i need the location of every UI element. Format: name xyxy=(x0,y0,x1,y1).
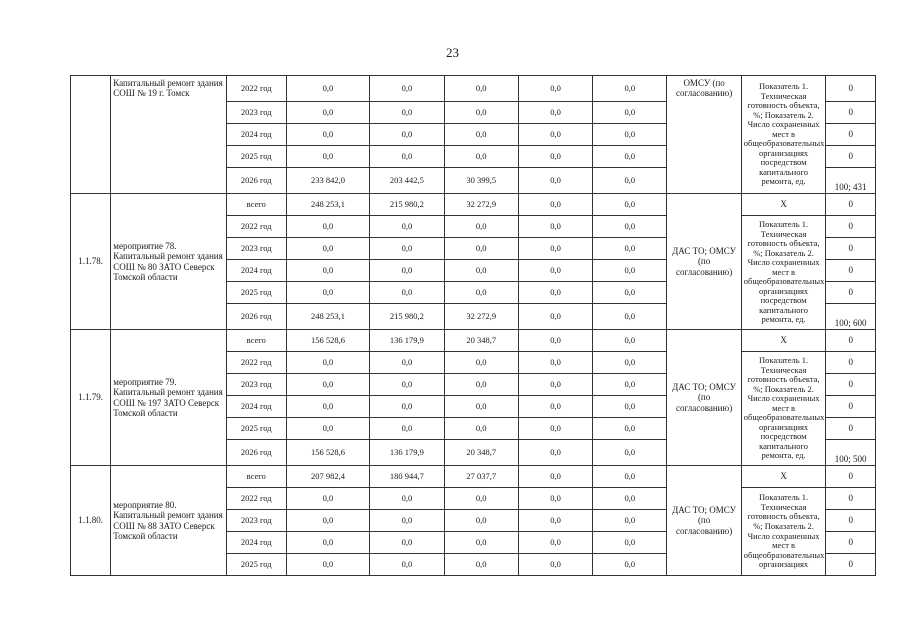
value-cell: 0,0 xyxy=(593,168,667,194)
value-cell: 0,0 xyxy=(444,146,518,168)
result-cell: 0 xyxy=(826,146,876,168)
block-1-1-80 xyxy=(71,466,876,576)
value-cell: 0,0 xyxy=(370,352,444,374)
block-1-1-79 xyxy=(71,330,876,466)
budget-table xyxy=(70,75,876,576)
value-cell: 0,0 xyxy=(286,510,370,532)
result-cell: 0 xyxy=(826,510,876,532)
value-cell: 0,0 xyxy=(444,76,518,102)
result-cell: 0 xyxy=(826,374,876,396)
block-id: 1.1.80. xyxy=(71,466,111,576)
value-cell: 0,0 xyxy=(370,396,444,418)
value-cell: 30 399,5 xyxy=(444,168,518,194)
result-cell: 0 xyxy=(826,418,876,440)
executor-cell: ДАС ТО; ОМСУ (по согласованию) xyxy=(667,466,741,576)
value-cell: 0,0 xyxy=(518,124,592,146)
year-cell: 2025 год xyxy=(226,282,286,304)
result-cell: 0 xyxy=(826,352,876,374)
value-cell: 0,0 xyxy=(593,76,667,102)
value-cell: 0,0 xyxy=(518,168,592,194)
value-cell: 0,0 xyxy=(444,554,518,576)
value-cell: 0,0 xyxy=(286,396,370,418)
value-cell: 0,0 xyxy=(444,418,518,440)
value-cell: 215 980,2 xyxy=(370,304,444,330)
result-cell: 0 xyxy=(826,466,876,488)
value-cell: 32 272,9 xyxy=(444,194,518,216)
result-cell: 0 xyxy=(826,124,876,146)
value-cell: 0,0 xyxy=(593,216,667,238)
value-cell: 0,0 xyxy=(370,554,444,576)
value-cell: 0,0 xyxy=(286,102,370,124)
value-cell: 20 348,7 xyxy=(444,330,518,352)
table-row xyxy=(71,76,876,102)
value-cell: 27 037,7 xyxy=(444,466,518,488)
value-cell: 0,0 xyxy=(444,396,518,418)
executor-cell: ОМСУ (по согласованию) xyxy=(667,76,741,194)
value-cell: 203 442,5 xyxy=(370,168,444,194)
value-cell: 0,0 xyxy=(444,374,518,396)
indicator-cell: Показатель 1. Техническая готовность объекта, %; Показатель 2. Число сохраненных мест в общеобразовательных организациях посредством капитального ремонта, ед. xyxy=(741,76,826,194)
value-cell: 0,0 xyxy=(593,238,667,260)
block-id: 1.1.79. xyxy=(71,330,111,466)
value-cell: 32 272,9 xyxy=(444,304,518,330)
year-cell: 2024 год xyxy=(226,260,286,282)
value-cell: 0,0 xyxy=(444,124,518,146)
value-cell: 0,0 xyxy=(593,260,667,282)
value-cell: 0,0 xyxy=(518,304,592,330)
value-cell: 0,0 xyxy=(286,352,370,374)
value-cell: 0,0 xyxy=(518,374,592,396)
value-cell: 0,0 xyxy=(593,304,667,330)
value-cell: 0,0 xyxy=(286,554,370,576)
value-cell: 0,0 xyxy=(593,532,667,554)
value-cell: 0,0 xyxy=(286,418,370,440)
result-cell: 100; 431 xyxy=(826,168,876,194)
value-cell: 0,0 xyxy=(370,488,444,510)
year-cell: 2024 год xyxy=(226,124,286,146)
value-cell: 215 980,2 xyxy=(370,194,444,216)
value-cell: 0,0 xyxy=(444,352,518,374)
result-cell: 0 xyxy=(826,102,876,124)
value-cell: 0,0 xyxy=(593,146,667,168)
value-cell: 0,0 xyxy=(370,374,444,396)
value-cell: 0,0 xyxy=(444,102,518,124)
table-row xyxy=(71,466,876,488)
value-cell: 0,0 xyxy=(518,532,592,554)
value-cell: 0,0 xyxy=(593,418,667,440)
result-cell: 0 xyxy=(826,488,876,510)
value-cell: 0,0 xyxy=(370,282,444,304)
value-cell: 0,0 xyxy=(518,146,592,168)
year-cell: 2025 год xyxy=(226,554,286,576)
value-cell: 0,0 xyxy=(370,532,444,554)
indicator-cell: Показатель 1. Техническая готовность объекта, %; Показатель 2. Число сохраненных мест в общеобразовательных организациях xyxy=(741,488,826,576)
value-cell: 0,0 xyxy=(286,282,370,304)
block-sosh-19 xyxy=(71,76,876,194)
value-cell: 0,0 xyxy=(518,282,592,304)
result-cell: 0 xyxy=(826,330,876,352)
value-cell: 0,0 xyxy=(370,76,444,102)
value-cell: 0,0 xyxy=(518,488,592,510)
value-cell: 233 842,0 xyxy=(286,168,370,194)
year-cell: всего xyxy=(226,466,286,488)
value-cell: 0,0 xyxy=(286,124,370,146)
value-cell: 0,0 xyxy=(593,554,667,576)
year-cell: 2026 год xyxy=(226,440,286,466)
value-cell: 207 982,4 xyxy=(286,466,370,488)
value-cell: 0,0 xyxy=(518,396,592,418)
result-cell: 0 xyxy=(826,76,876,102)
value-cell: 0,0 xyxy=(518,440,592,466)
value-cell: 0,0 xyxy=(518,194,592,216)
value-cell: 0,0 xyxy=(444,216,518,238)
value-cell: 20 348,7 xyxy=(444,440,518,466)
value-cell: 0,0 xyxy=(518,238,592,260)
value-cell: 0,0 xyxy=(444,260,518,282)
value-cell: 0,0 xyxy=(370,146,444,168)
indicator-x-cell: Х xyxy=(741,466,826,488)
result-cell: 0 xyxy=(826,396,876,418)
value-cell: 0,0 xyxy=(286,146,370,168)
result-cell: 0 xyxy=(826,194,876,216)
block-1-1-78 xyxy=(71,194,876,330)
value-cell: 0,0 xyxy=(593,124,667,146)
value-cell: 0,0 xyxy=(370,216,444,238)
value-cell: 248 253,1 xyxy=(286,304,370,330)
value-cell: 0,0 xyxy=(593,488,667,510)
indicator-x-cell: Х xyxy=(741,194,826,216)
value-cell: 0,0 xyxy=(593,510,667,532)
year-cell: 2026 год xyxy=(226,304,286,330)
year-cell: 2026 год xyxy=(226,168,286,194)
value-cell: 0,0 xyxy=(444,282,518,304)
value-cell: 0,0 xyxy=(518,352,592,374)
result-cell: 100; 500 xyxy=(826,440,876,466)
value-cell: 0,0 xyxy=(518,554,592,576)
block-name: Капитальный ремонт здания СОШ № 19 г. Томск xyxy=(111,76,227,194)
value-cell: 0,0 xyxy=(444,532,518,554)
indicator-cell: Показатель 1. Техническая готовность объекта, %; Показатель 2. Число сохраненных мест в общеобразовательных организациях посредством капитального ремонта, ед. xyxy=(741,216,826,330)
value-cell: 0,0 xyxy=(593,330,667,352)
year-cell: 2025 год xyxy=(226,146,286,168)
value-cell: 0,0 xyxy=(370,510,444,532)
value-cell: 0,0 xyxy=(286,488,370,510)
value-cell: 248 253,1 xyxy=(286,194,370,216)
value-cell: 156 528,6 xyxy=(286,330,370,352)
value-cell: 0,0 xyxy=(518,510,592,532)
page-number: 23 xyxy=(446,45,459,60)
block-name: мероприятие 78. Капитальный ремонт здания СОШ № 80 ЗАТО Северск Томской области xyxy=(111,194,227,330)
year-cell: всего xyxy=(226,194,286,216)
year-cell: всего xyxy=(226,330,286,352)
value-cell: 0,0 xyxy=(286,238,370,260)
value-cell: 0,0 xyxy=(518,418,592,440)
result-cell: 0 xyxy=(826,216,876,238)
value-cell: 0,0 xyxy=(518,216,592,238)
value-cell: 0,0 xyxy=(593,352,667,374)
value-cell: 0,0 xyxy=(370,238,444,260)
block-id: 1.1.78. xyxy=(71,194,111,330)
result-cell: 100; 600 xyxy=(826,304,876,330)
value-cell: 0,0 xyxy=(593,440,667,466)
value-cell: 0,0 xyxy=(286,374,370,396)
value-cell: 0,0 xyxy=(593,282,667,304)
value-cell: 0,0 xyxy=(593,396,667,418)
year-cell: 2024 год xyxy=(226,396,286,418)
block-name: мероприятие 79. Капитальный ремонт здания СОШ № 197 ЗАТО Северск Томской области xyxy=(111,330,227,466)
value-cell: 0,0 xyxy=(444,238,518,260)
block-id xyxy=(71,76,111,194)
result-cell: 0 xyxy=(826,260,876,282)
value-cell: 0,0 xyxy=(518,466,592,488)
year-cell: 2022 год xyxy=(226,352,286,374)
value-cell: 0,0 xyxy=(518,102,592,124)
result-cell: 0 xyxy=(826,238,876,260)
value-cell: 0,0 xyxy=(370,418,444,440)
result-cell: 0 xyxy=(826,282,876,304)
value-cell: 136 179,9 xyxy=(370,440,444,466)
year-cell: 2024 год xyxy=(226,532,286,554)
value-cell: 156 528,6 xyxy=(286,440,370,466)
year-cell: 2023 год xyxy=(226,510,286,532)
value-cell: 0,0 xyxy=(370,102,444,124)
value-cell: 0,0 xyxy=(518,260,592,282)
block-name: мероприятие 80. Капитальный ремонт здания СОШ № 88 ЗАТО Северск Томской области xyxy=(111,466,227,576)
value-cell: 0,0 xyxy=(444,510,518,532)
executor-cell: ДАС ТО; ОМСУ (по согласованию) xyxy=(667,330,741,466)
executor-cell: ДАС ТО; ОМСУ (по согласованию) xyxy=(667,194,741,330)
value-cell: 0,0 xyxy=(518,330,592,352)
year-cell: 2022 год xyxy=(226,76,286,102)
year-cell: 2025 год xyxy=(226,418,286,440)
value-cell: 0,0 xyxy=(444,488,518,510)
indicator-cell: Показатель 1. Техническая готовность объекта, %; Показатель 2. Число сохраненных мест в общеобразовательных организациях посредством капитального ремонта, ед. xyxy=(741,352,826,466)
value-cell: 0,0 xyxy=(370,124,444,146)
table-row xyxy=(71,194,876,216)
value-cell: 0,0 xyxy=(593,102,667,124)
value-cell: 0,0 xyxy=(286,216,370,238)
indicator-x-cell: Х xyxy=(741,330,826,352)
year-cell: 2023 год xyxy=(226,238,286,260)
value-cell: 0,0 xyxy=(593,374,667,396)
value-cell: 136 179,9 xyxy=(370,330,444,352)
value-cell: 0,0 xyxy=(286,260,370,282)
value-cell: 0,0 xyxy=(286,76,370,102)
value-cell: 180 944,7 xyxy=(370,466,444,488)
value-cell: 0,0 xyxy=(286,532,370,554)
value-cell: 0,0 xyxy=(593,194,667,216)
value-cell: 0,0 xyxy=(593,466,667,488)
year-cell: 2023 год xyxy=(226,102,286,124)
result-cell: 0 xyxy=(826,532,876,554)
value-cell: 0,0 xyxy=(518,76,592,102)
result-cell: 0 xyxy=(826,554,876,576)
year-cell: 2022 год xyxy=(226,488,286,510)
year-cell: 2023 год xyxy=(226,374,286,396)
year-cell: 2022 год xyxy=(226,216,286,238)
value-cell: 0,0 xyxy=(370,260,444,282)
table-row xyxy=(71,330,876,352)
